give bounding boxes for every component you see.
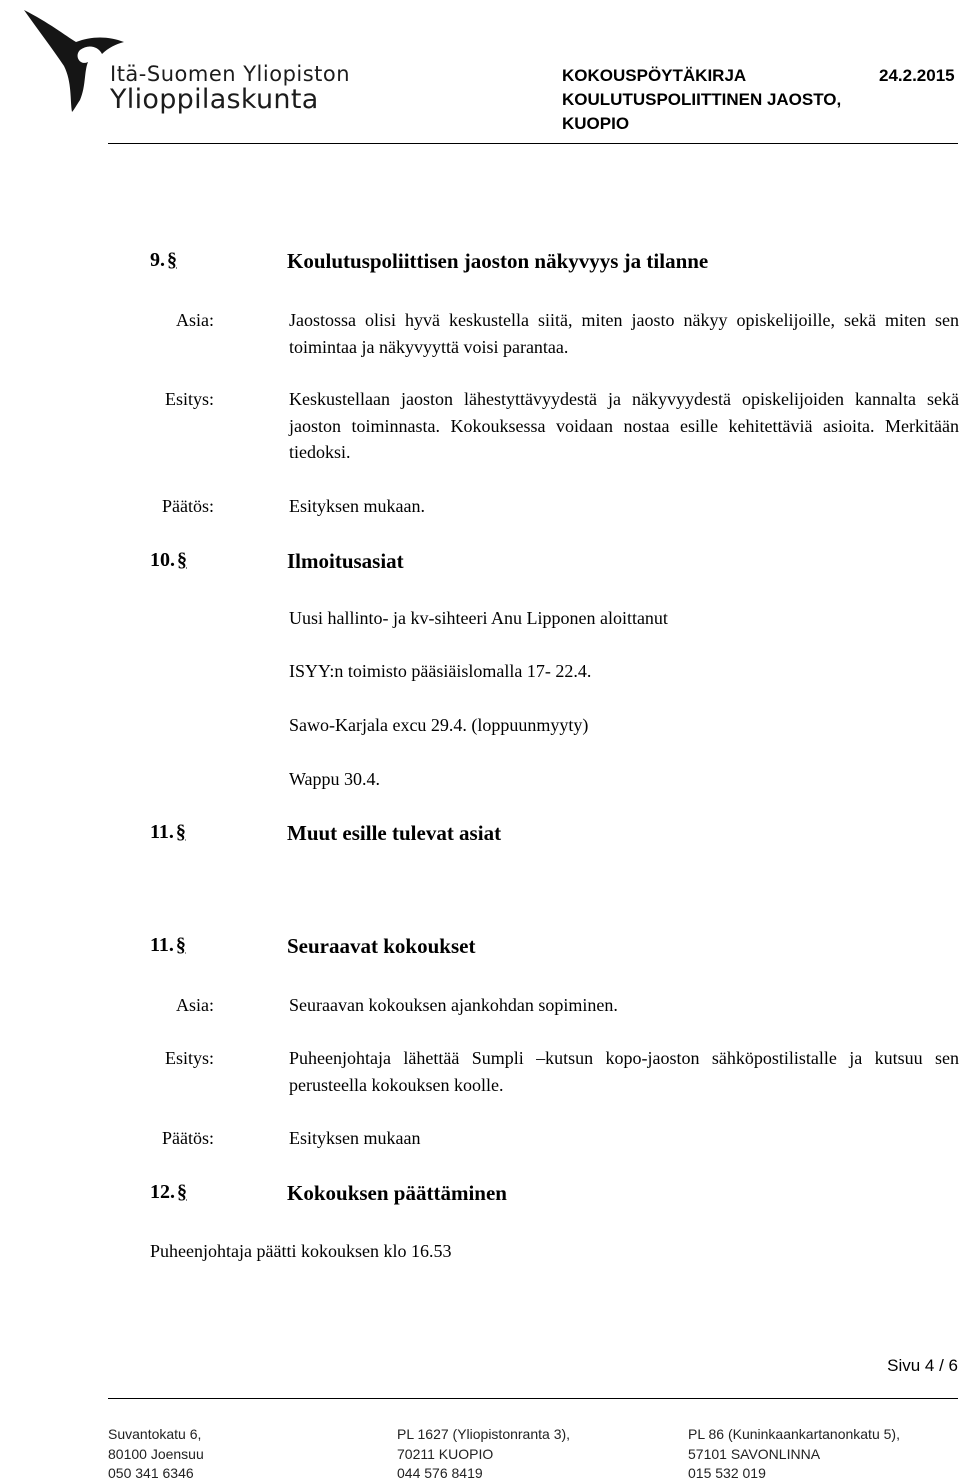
paatos-text: Esityksen mukaan	[289, 1128, 421, 1148]
section-11b-title: Seuraavat kokoukset	[287, 934, 476, 958]
footer-address-joensuu	[108, 1425, 204, 1484]
section-number: 12.	[150, 1181, 175, 1203]
footer-line: PL 1627 (Yliopistonranta 3),	[397, 1426, 571, 1442]
esitys-text: Keskustellaan jaoston lähestyttävyydestä ja näkyvyydestä opiskelijoiden kannalta sekä jaoston toiminnasta. Kokouksessa voidaan nostaa esille kehitettäviä asioita. Merkitään tiedoksi.	[289, 389, 959, 462]
paatos-label: Päätös:	[162, 496, 214, 516]
paatos-label: Päätös:	[162, 1128, 214, 1148]
footer-line: 57101 SAVONLINNA	[688, 1445, 821, 1462]
announcement-item: Uusi hallinto- ja kv-sihteeri Anu Lipponen aloittanut	[289, 608, 668, 628]
logo	[0, 0, 351, 120]
section-sign: §	[175, 821, 186, 843]
section-10-title: Ilmoitusasiat	[287, 549, 404, 573]
section-9-number	[150, 249, 177, 272]
section-sign: §	[175, 934, 186, 956]
announcement-item: Sawo-Karjala excu 29.4. (loppuunmyyty)	[289, 715, 589, 735]
section-12-number	[150, 1181, 187, 1204]
section-number: 10.	[150, 549, 175, 571]
section-10-number	[150, 549, 187, 572]
footer-line: 80100 Joensuu	[108, 1445, 204, 1462]
asia-text: Seuraavan kokouksen ajankohdan sopiminen.	[289, 995, 618, 1015]
section-number: 11.	[150, 934, 174, 956]
footer-line: PL 86 (Kuninkaankartanonkatu 5),	[688, 1426, 900, 1442]
esitys-text: Puheenjohtaja lähettää Sumpli –kutsun kopo-jaoston sähköpostilistalle ja kutsuu sen perusteella kokouksen koolle.	[289, 1048, 959, 1095]
section-number: 11.	[150, 821, 174, 843]
section-12-title: Kokouksen päättäminen	[287, 1181, 507, 1205]
section-9-title: Koulutuspoliittisen jaoston näkyvyys ja tilanne	[287, 249, 709, 273]
section-sign: §	[177, 1181, 187, 1203]
section-11b-number	[150, 934, 186, 957]
section-sign: §	[167, 249, 177, 271]
page-indicator: Sivu 4 / 6	[887, 1356, 958, 1375]
logo-line-1: Itä-Suomen Yliopiston	[110, 62, 351, 86]
footer-address-savonlinna	[688, 1425, 900, 1484]
organization-line-1: KOULUTUSPOLIITTINEN JAOSTO,	[562, 90, 842, 109]
esitys-label: Esitys:	[164, 1048, 214, 1068]
section-11-number	[150, 821, 186, 844]
logo-line-2: Ylioppilaskunta	[110, 84, 319, 115]
section-number: 9.	[150, 249, 165, 271]
footer-line: 044 576 8419	[397, 1465, 483, 1481]
footer-address-kuopio	[397, 1425, 570, 1484]
announcement-item: ISYY:n toimisto pääsiäislomalla 17- 22.4.	[289, 661, 592, 681]
footer-line: 015 532 019	[688, 1465, 766, 1481]
footer-line: 70211 KUOPIO	[397, 1445, 494, 1462]
document-date: 24.2.2015	[879, 66, 955, 85]
announcement-item: Wappu 30.4.	[289, 769, 381, 789]
asia-label: Asia:	[176, 995, 214, 1015]
section-sign: §	[177, 549, 187, 571]
closing-text: Puheenjohtaja päätti kokouksen klo 16.53	[150, 1241, 452, 1261]
footer-divider	[108, 1398, 958, 1399]
asia-text: Jaostossa olisi hyvä keskustella siitä, miten jaosto näkyy opiskelijoille, sekä miten sen toimintaa ja näkyvyyttä voisi parantaa.	[289, 310, 959, 357]
organization-line-2: KUOPIO	[562, 114, 630, 133]
asia-label: Asia:	[176, 310, 214, 330]
section-11-title: Muut esille tulevat asiat	[287, 821, 502, 845]
header-divider	[108, 143, 958, 144]
footer-line: 050 341 6346	[108, 1465, 194, 1481]
document-type: KOKOUSPÖYTÄKIRJA	[562, 66, 747, 85]
paatos-text: Esityksen mukaan.	[289, 496, 425, 516]
footer-line: Suvantokatu 6,	[108, 1426, 202, 1442]
esitys-label: Esitys:	[164, 389, 214, 409]
